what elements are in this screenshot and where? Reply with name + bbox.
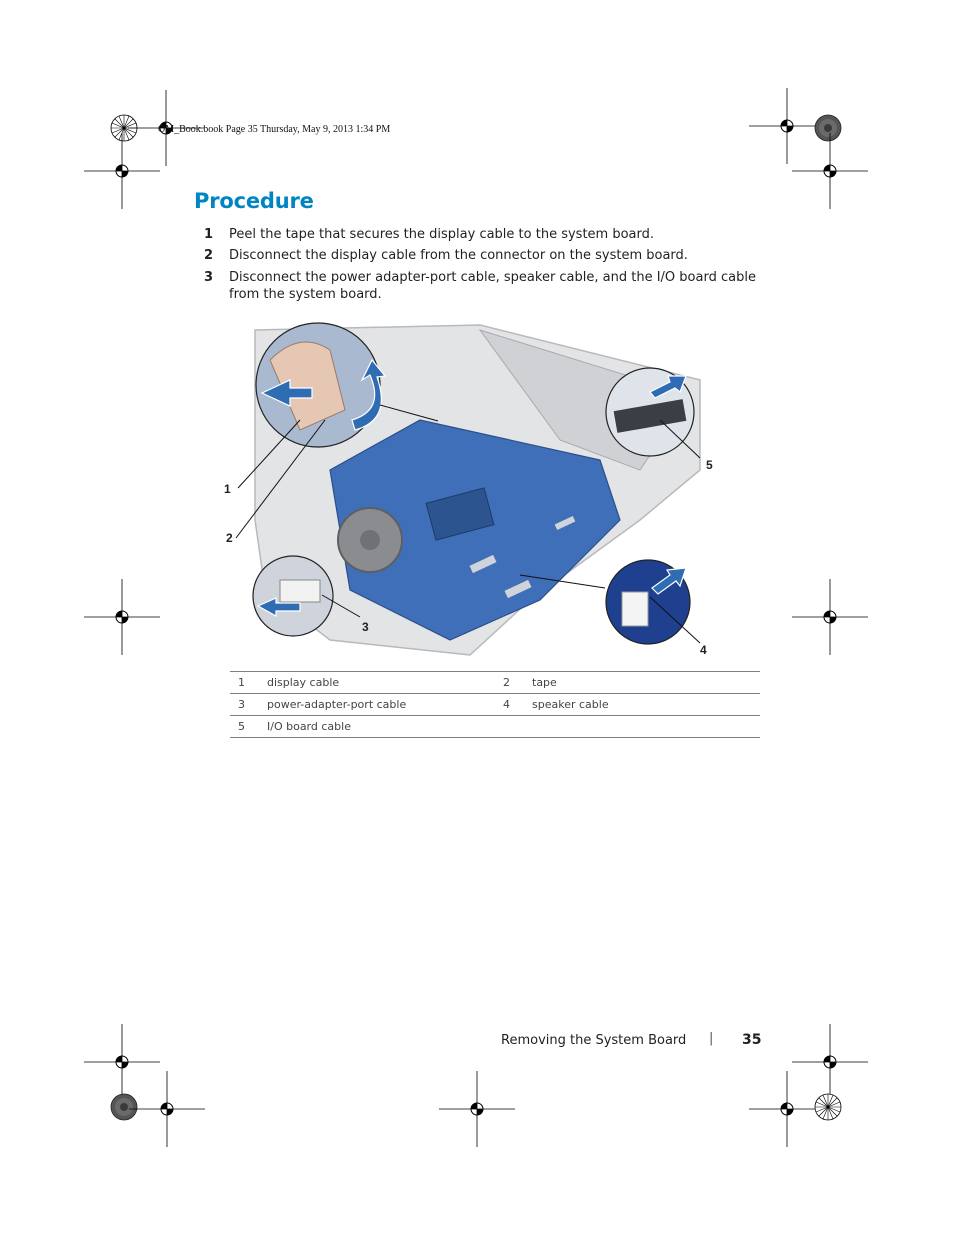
speaker-connector xyxy=(622,592,648,626)
table-row xyxy=(230,672,760,694)
legend-number: 3 xyxy=(230,694,246,716)
legend-number: 5 xyxy=(230,716,246,738)
table-row xyxy=(230,716,760,738)
legend-label: I/O board cable xyxy=(246,716,497,738)
step-number: 3 xyxy=(204,270,214,285)
callout-legend-table xyxy=(230,671,760,738)
step-text: Peel the tape that secures the display cable to the system board. xyxy=(229,227,655,242)
legend-number: 1 xyxy=(230,672,246,694)
footer-separator: | xyxy=(709,1031,714,1046)
step-text: Disconnect the display cable from the connector on the system board. xyxy=(229,248,688,263)
legend-number: 4 xyxy=(497,694,511,716)
callout-3: 3 xyxy=(362,620,369,634)
callout-4: 4 xyxy=(700,643,707,657)
table-row xyxy=(230,694,760,716)
callout-2: 2 xyxy=(226,531,233,545)
legend-number: 2 xyxy=(497,672,511,694)
legend-label: tape xyxy=(511,672,760,694)
page-number: 35 xyxy=(742,1032,762,1048)
step-text: Disconnect the power adapter-port cable, speaker cable, and the I/O board cable from the system board. xyxy=(229,270,756,302)
callout-5: 5 xyxy=(706,458,713,472)
print-slug: OM_Book.book Page 35 Thursday, May 9, 2013 1:34 PM xyxy=(158,124,391,135)
legend-label: display cable xyxy=(246,672,497,694)
step-number: 2 xyxy=(204,248,214,263)
legend-label: power-adapter-port cable xyxy=(246,694,497,716)
callout-1: 1 xyxy=(224,482,231,496)
legend-label: speaker cable xyxy=(511,694,760,716)
legend-number xyxy=(497,716,511,738)
page-title: Procedure xyxy=(194,189,314,213)
step-number: 1 xyxy=(204,227,214,242)
footer-section-title: Removing the System Board xyxy=(501,1033,687,1048)
legend-label xyxy=(511,716,760,738)
power-connector xyxy=(280,580,320,602)
